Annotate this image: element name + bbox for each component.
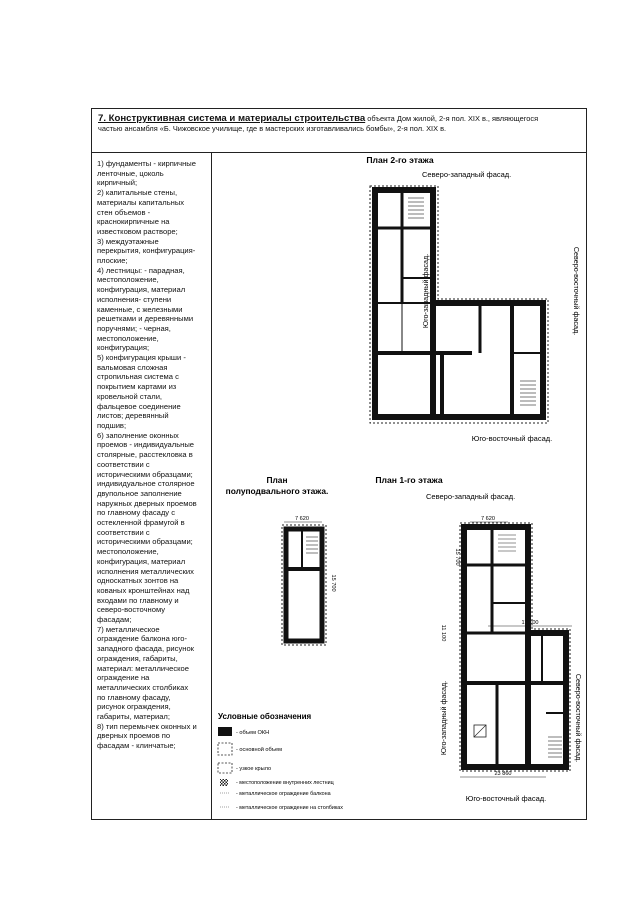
description-line: габариты, материал; [97,712,170,722]
basement-dim-top: 7 620 [295,516,309,522]
floor1-facade-top: Северо-западный фасад. [426,492,516,501]
description-line: материалы капитальных [97,197,185,207]
legend [218,712,343,811]
description-line: кованых кронштейнах над [97,585,190,595]
description-line: фасадам; [97,615,132,625]
legend-item-1: - объем ОКН [236,730,270,736]
description-line: местоположение, [97,275,159,285]
floor2-facade-right: Северо-восточный фасад. [572,246,581,336]
floor1-dim-side2: 11 100 [440,624,446,642]
description-line: 6) заполнение оконных [97,430,179,440]
legend-item-6: - металлическое ограждение на столбиках [236,805,344,811]
description-line: стен объемов - [97,207,151,217]
legend-swatch-okn [218,727,232,736]
description-line: рисунок ограждения, [97,702,171,712]
description-line: известковом растворе; [97,226,178,236]
section-subtitle-2: частью ансамбля «Б. Чижовское училище, где в мастерских изготавливались бомбы», 2-я пол. XIX в. [98,124,447,133]
description-line: плоские; [97,256,128,266]
plans-column [212,153,586,819]
description-line: остекленной фрамугой в [97,518,185,528]
legend-swatch-main [218,743,232,755]
floor1-dim-wing: 17 100 [521,620,539,626]
description-line: решетками и деревянными [97,314,194,324]
description-line: проемов - индивидуальные [97,440,195,450]
description-line: вальмовая сложная [97,362,168,372]
description-line: 3) междуэтажные [97,236,159,246]
description-line: 2) капитальные стены, [97,188,178,198]
description-line: листов; деревянный [97,411,169,421]
description-line: фальцевое соединение [97,401,181,411]
description-line: ограждение балкона юго- [97,634,187,644]
description-line: материал: металлическое [97,663,189,673]
description-line: индивидуальное столярное [97,479,195,489]
description-line: поручнями; - черная, [97,323,171,333]
floor2-facade-bottom: Юго-восточный фасад. [471,434,553,443]
basement-plan [282,525,326,645]
description-line: подшив; [97,420,127,430]
document-frame [91,108,587,820]
description-line: ленточные, цоколь [97,168,164,178]
legend-item-3: - узкое крыло [236,766,272,772]
description-line: соответствии с [97,459,150,469]
description-line: западного фасада, рисунок [97,644,194,654]
description-line: каменные, с железными [97,304,183,314]
description-line: соответствии с [97,527,150,537]
description-line: металлических столбиках [97,682,189,692]
legend-item-4: - местоположение внутренних лестниц [236,780,334,786]
legend-swatch-stairs [220,779,228,786]
description-line: 8) тип перемычек оконных и [97,721,197,731]
description-line: по главному фасаду, [97,692,171,702]
floor1-dim-top: 7 620 [481,516,495,522]
description-line: местоположение, [97,333,159,343]
description-line: кровельной стали, [97,391,163,401]
description-line: исполнения металлических [97,566,194,576]
description-line: 1) фундаменты - кирпичные [97,159,196,168]
description-line: краснокирпичные на [97,217,170,227]
plans-drawing [212,153,586,819]
description-line: покрытием картами из [97,382,177,392]
description-line: ограждения, габариты, [97,653,178,663]
legend-swatch-wing [218,763,232,773]
description-line: 7) металлическое [97,624,160,634]
description-line: северо-восточному [97,605,166,615]
description-line: наружных дверных проемов [97,498,197,508]
floor1-facade-bottom: Юго-восточный фасад. [465,794,547,803]
description-line: историческими образцами; [97,537,193,547]
description-line: историческими образцами; [97,469,193,479]
floor2-plan [370,186,548,423]
section-header [92,109,586,153]
description-line: кирпичный; [97,178,138,188]
description-line: конфигурация, материал [97,285,186,295]
description-line: фасадам - клинчатые; [97,741,176,751]
legend-title: Условные обозначения [218,712,312,721]
description-line: местоположение, [97,547,159,557]
floor1-facade-left: Юго-западный фасад. [439,680,448,756]
floor2-facade-top: Северо-западный фасад. [422,170,512,179]
floor1-title: План 1-го этажа [375,475,443,485]
section-subtitle-1: объекта Дом жилой, 2-я пол. XIX в., являющегося [365,114,539,123]
description-line: двупольное заполнение [97,488,182,498]
description-line: по главному фасаду с [97,508,175,518]
floor2-title: План 2-го этажа [366,155,434,165]
description-column [92,153,212,819]
description-line: 4) лестницы: - парадная, [97,265,185,275]
floor1-dim-bottom: 23 860 [494,771,512,777]
floor1-plan [460,523,570,771]
description-line: входами по главному и [97,595,179,605]
description-line: исполнения- ступени [97,294,172,304]
basement-title-1: План [266,475,288,485]
legend-item-5: - металлическое ограждение балкона [236,791,331,797]
description-line: ограждение на [97,673,150,683]
description-line: 5) конфигурация крыши - [97,353,186,363]
floor2-facade-left: Юго-западный фасад. [421,253,430,329]
floor1-facade-right: Северо-восточный фасад. [574,673,583,763]
description-line: конфигурация, материал [97,556,186,566]
floor1-dim-side: 15 700 [454,548,460,566]
legend-item-2: - основной объем [236,747,282,753]
section-title: 7. Конструктивная система и материалы строительства [98,113,366,124]
description-line: столярные, расстекловка в [97,450,193,460]
description-line: стропильная система с [97,372,179,382]
description-line: односкатных зонтов на [97,576,179,586]
description-line: дверных проемов по [97,731,171,741]
description-line: конфигурация; [97,343,150,353]
description-line: перекрытия, конфигурация- [97,246,196,256]
basement-title-2: полуподвального этажа. [225,486,329,496]
basement-dim-side: 15 700 [330,574,336,592]
